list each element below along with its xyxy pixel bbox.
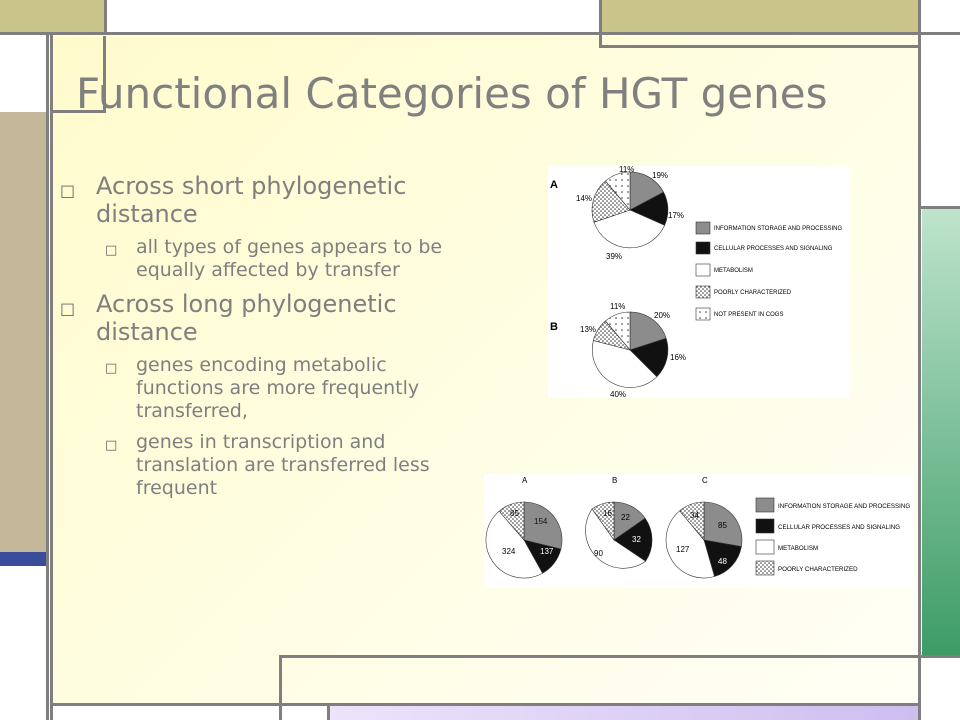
- pie-a-count-cellular: 137: [540, 547, 554, 556]
- pie-a-label-14: 14%: [576, 194, 593, 203]
- panel-b-label: B: [612, 476, 618, 485]
- frame-line-left: [46, 32, 49, 720]
- legend-metabolism: METABOLISM: [714, 268, 753, 274]
- legend-swatch-poorly: [756, 561, 774, 575]
- legend-swatch-poorly: [696, 286, 710, 298]
- pie-a: [486, 502, 562, 578]
- bullet-text: Across short phylogenetic distance: [96, 172, 407, 228]
- frame-line-bottom: [50, 703, 920, 706]
- frame-line-top: [0, 32, 960, 35]
- bullet-marker-icon: □: [105, 243, 118, 258]
- pie-c-count-poorly: 34: [690, 511, 699, 520]
- pie-b-count-cellular: 32: [632, 535, 641, 544]
- sub-bullet-transcription: [60, 431, 455, 500]
- legend-info: INFORMATION STORAGE AND PROCESSING: [714, 226, 843, 232]
- pie-a-label-39: 39%: [606, 252, 623, 261]
- left-tan-bar: [0, 112, 46, 552]
- bullet-list: [60, 172, 455, 508]
- bottom-lavender-bar: [328, 706, 918, 720]
- legend-swatch-not-present: [696, 308, 710, 320]
- frame-line-title-box-top: [104, 0, 107, 34]
- slide-title: Functional Categories of HGT genes: [76, 69, 828, 118]
- panel-b-label: B: [550, 321, 558, 333]
- frame-line-bottom-box-top: [280, 655, 960, 658]
- panel-c-label: C: [702, 476, 708, 485]
- panel-a-label: A: [522, 476, 528, 485]
- legend-swatch-info: [696, 222, 710, 234]
- legend-poorly: POORLY CHARACTERIZED: [714, 290, 792, 296]
- bullet-marker-icon: □: [60, 181, 76, 200]
- figure-1-svg: [548, 166, 850, 398]
- pie-b-count-poorly: 16: [603, 509, 612, 518]
- legend-info: INFORMATION STORAGE AND PROCESSING: [778, 503, 911, 510]
- sub-bullet-text: all types of genes appears to be equally affected by transfer: [136, 236, 443, 281]
- pie-a-label-19: 19%: [652, 171, 669, 180]
- pie-a-label-11: 11%: [619, 166, 635, 174]
- pie-b: [580, 302, 686, 398]
- sub-bullet-metabolic: [60, 354, 455, 423]
- legend-cellular: CELLULAR PROCESSES AND SIGNALING: [714, 246, 833, 252]
- panel-a-label: A: [550, 179, 558, 191]
- bullet-marker-icon: □: [105, 438, 118, 453]
- pie-a-label-17: 17%: [668, 211, 685, 220]
- pie-c-count-metabolism: 127: [676, 545, 690, 554]
- pie-a-count-poorly: 85: [510, 509, 519, 518]
- legend-metabolism: METABOLISM: [778, 545, 819, 552]
- right-green-bar: [922, 208, 960, 656]
- pie-b: [586, 502, 653, 568]
- frame-line-bottom-lavender-left: [327, 703, 330, 720]
- pie-b-label-16: 16%: [670, 353, 687, 362]
- pie-b-count-metabolism: 90: [594, 549, 603, 558]
- legend-swatch-cellular: [756, 519, 774, 533]
- legend-swatch-metabolism: [696, 264, 710, 276]
- figure-2-legend: [756, 498, 910, 575]
- bullet-short-distance: [60, 172, 455, 228]
- pie-a: [576, 166, 684, 261]
- frame-line-right-green-top: [918, 206, 960, 209]
- figure-pie-percentages: [548, 166, 850, 398]
- figure-2-svg: [484, 474, 914, 588]
- pie-b-label-13: 13%: [580, 325, 597, 334]
- sub-bullet-equally-affected: [60, 236, 455, 282]
- top-right-accent-block: [600, 0, 918, 34]
- pie-b-label-11: 11%: [610, 302, 626, 311]
- pie-a-count-info: 154: [534, 517, 548, 526]
- figure-1-legend: [696, 222, 842, 320]
- pie-c-count-info: 85: [718, 521, 727, 530]
- legend-poorly: POORLY CHARACTERIZED: [778, 566, 858, 573]
- bullet-text: Across long phylogenetic distance: [96, 290, 397, 346]
- frame-line-right: [918, 0, 921, 720]
- sub-bullet-text: genes in transcription and translation are transferred less frequent: [136, 431, 430, 499]
- figure-pie-counts: [484, 474, 914, 588]
- pie-c-count-cellular: 48: [718, 557, 727, 566]
- bullet-long-distance: [60, 290, 455, 346]
- frame-line-bottom-box-left: [279, 655, 282, 720]
- pie-b-count-info: 22: [621, 513, 630, 522]
- frame-line-top-right-box-left: [599, 0, 602, 48]
- bullet-marker-icon: □: [60, 299, 76, 318]
- legend-not-present: NOT PRESENT IN COGS: [714, 312, 784, 318]
- legend-cellular: CELLULAR PROCESSES AND SIGNALING: [778, 524, 901, 531]
- legend-swatch-metabolism: [756, 540, 774, 554]
- frame-line-left-inner: [50, 32, 53, 720]
- pie-c: [666, 502, 742, 578]
- sub-bullet-text: genes encoding metabolic functions are more frequently transferred,: [136, 354, 420, 422]
- top-left-accent-block: [0, 0, 104, 34]
- bullet-marker-icon: □: [105, 361, 118, 376]
- left-navy-block: [0, 552, 46, 566]
- legend-swatch-cellular: [696, 242, 710, 254]
- pie-b-label-20: 20%: [654, 311, 671, 320]
- pie-a-count-metabolism: 324: [502, 547, 516, 556]
- pie-b-label-40: 40%: [610, 390, 627, 398]
- legend-swatch-info: [756, 498, 774, 512]
- frame-line-top-right-box-bottom: [599, 45, 920, 48]
